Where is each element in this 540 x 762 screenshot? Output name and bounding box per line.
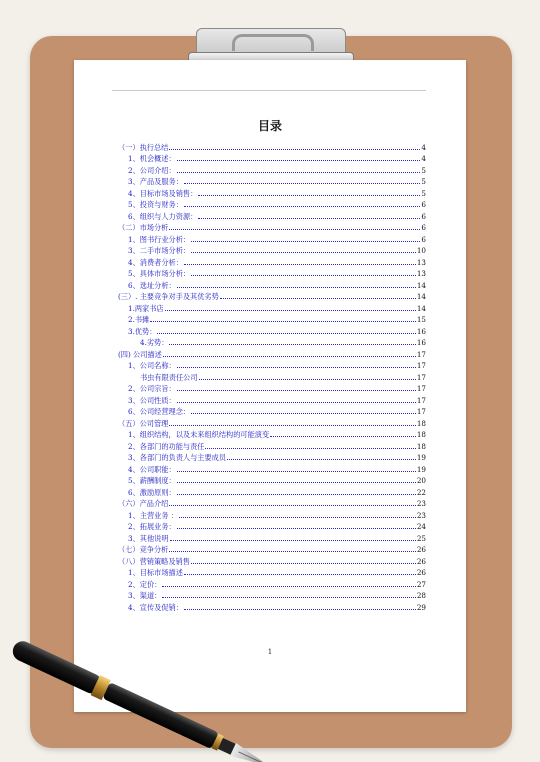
dot-leader (169, 505, 416, 506)
toc-entry-page: 6 (421, 200, 426, 209)
toc-entry-page: 19 (416, 464, 426, 474)
toc-entry-text: 3、公司性质： (128, 395, 176, 405)
toc-entry-page: 15 (416, 315, 426, 324)
toc-entry[interactable] (118, 290, 426, 302)
toc-entry-text: 5、薪酬制度： (128, 476, 176, 485)
toc-entry[interactable] (118, 439, 426, 451)
toc-entry[interactable] (118, 451, 426, 463)
toc-entry[interactable] (118, 474, 426, 486)
toc-entry[interactable] (118, 278, 426, 290)
toc-entry[interactable] (118, 382, 426, 394)
toc-entry[interactable] (118, 543, 426, 555)
toc-entry-page: 23 (416, 499, 426, 508)
toc-entry-text: (三）. 主要竞争对手及其优劣势 (118, 292, 219, 301)
dot-leader (177, 287, 416, 288)
dot-leader (177, 494, 416, 495)
toc-entry[interactable] (118, 140, 426, 152)
toc-title: 目录 (257, 119, 282, 133)
toc-entry-text: 2、各部门的功能与责任 (128, 441, 205, 451)
toc-entry-page: 18 (416, 441, 426, 451)
dot-leader (150, 321, 416, 322)
toc-entry-text: 2、公司宗旨： (128, 384, 176, 393)
toc-entry-text: 4、目标市场及销售： (128, 188, 198, 198)
toc-entry[interactable] (118, 370, 426, 382)
toc-entry[interactable] (118, 508, 426, 520)
toc-entry-text: 1、目标市场描述 (128, 568, 183, 577)
toc-entry-text: 3、各部门的负责人与主要成员 (128, 453, 227, 462)
toc-entry-page: 23 (416, 510, 426, 520)
toc-entry-text: 1、图书行业分析： (128, 234, 191, 244)
dot-leader (169, 149, 420, 150)
toc-entry[interactable] (118, 221, 426, 233)
toc-entry-page: 14 (416, 280, 426, 290)
toc-entry[interactable] (118, 554, 426, 566)
toc-entry-text: （二）市场分析 (118, 223, 169, 232)
dot-leader (177, 471, 416, 472)
toc-entry[interactable] (118, 462, 426, 474)
toc-entry-text: （六）产品介绍 (118, 499, 169, 508)
toc-entry-text: 6、组织与人力资源： (128, 211, 198, 221)
dot-leader (177, 160, 421, 161)
toc-entry[interactable] (118, 255, 426, 267)
toc-entry-page: 14 (416, 292, 426, 301)
toc-entry-text: 2.书摊 (128, 315, 150, 324)
dot-leader (177, 172, 421, 173)
toc-entry-page: 16 (416, 338, 426, 347)
table-of-contents (118, 140, 426, 612)
dot-leader (184, 264, 416, 265)
dot-leader (165, 310, 416, 311)
dot-leader (191, 241, 420, 242)
dot-leader (184, 206, 421, 207)
toc-entry-page: 17 (416, 372, 426, 382)
toc-entry[interactable] (118, 416, 426, 428)
toc-entry[interactable] (118, 209, 426, 221)
toc-entry-text: 3、其他说明 (128, 533, 169, 543)
toc-entry-page: 18 (416, 430, 426, 439)
toc-entry-page: 17 (416, 361, 426, 370)
dot-leader (157, 333, 415, 334)
dot-leader (227, 459, 416, 460)
page-number: 1 (267, 648, 273, 656)
toc-entry-page: 5 (421, 165, 426, 175)
toc-entry-text: 6、公司经营理念： (128, 407, 191, 416)
dot-leader (177, 402, 416, 403)
toc-entry-page: 26 (416, 545, 426, 554)
toc-entry-page: 22 (416, 487, 426, 497)
dot-leader (191, 563, 416, 564)
toc-entry-page: 4 (421, 142, 426, 152)
toc-entry-page: 25 (416, 533, 426, 543)
dot-leader (184, 609, 416, 610)
toc-entry-text: 1、公司名称： (128, 361, 176, 370)
dot-leader (205, 448, 415, 449)
toc-entry[interactable] (118, 152, 426, 164)
dot-leader (162, 586, 416, 587)
toc-entry-page: 19 (416, 453, 426, 462)
dot-leader (177, 482, 416, 483)
toc-entry[interactable] (118, 428, 426, 440)
toc-entry-text: 4.劣势： (140, 338, 169, 347)
dot-leader (169, 344, 415, 345)
fountain-pen-icon (0, 620, 300, 762)
toc-entry[interactable] (118, 566, 426, 578)
toc-entry[interactable] (118, 393, 426, 405)
toc-entry[interactable] (118, 267, 426, 279)
toc-entry-text: 5、具体市场分析： (128, 269, 191, 278)
dot-leader (177, 367, 416, 368)
toc-entry-page: 18 (416, 418, 426, 428)
dot-leader (162, 597, 416, 598)
dot-leader (198, 218, 420, 219)
clip-ring (232, 34, 314, 51)
toc-entry-page: 20 (416, 476, 426, 485)
toc-entry-page: 17 (416, 407, 426, 416)
toc-entry[interactable] (118, 405, 426, 417)
toc-entry-text: 2、拓展业务： (128, 522, 176, 531)
toc-entry[interactable] (118, 600, 426, 612)
dot-leader (191, 252, 416, 253)
toc-entry-page: 17 (416, 349, 426, 359)
dot-leader (179, 517, 416, 518)
toc-entry-text: 4、消费者分析： (128, 257, 183, 267)
dot-leader (220, 298, 416, 299)
toc-entry[interactable] (118, 336, 426, 348)
dot-leader (177, 390, 416, 391)
toc-entry-text: 6、激励原则： (128, 487, 176, 497)
toc-entry-page: 13 (416, 269, 426, 278)
toc-entry-text: 3.优势： (128, 326, 157, 336)
toc-entry-text: （一）执行总结 (118, 142, 169, 152)
toc-entry[interactable] (118, 324, 426, 336)
dot-leader (184, 183, 421, 184)
toc-entry[interactable] (118, 198, 426, 210)
toc-entry-text: 1、主营业务 ： (128, 510, 178, 520)
dot-leader (170, 540, 416, 541)
toc-entry-page: 5 (421, 188, 426, 198)
toc-entry-text: 1.两家书店 (128, 303, 164, 313)
toc-entry[interactable] (118, 577, 426, 589)
toc-entry[interactable] (118, 520, 426, 532)
toc-entry-text: （七）竞争分析 (118, 545, 169, 554)
dot-leader (177, 528, 416, 529)
toc-entry-text: 3、产品及服务： (128, 177, 183, 186)
toc-entry[interactable] (118, 244, 426, 256)
toc-entry[interactable] (118, 531, 426, 543)
toc-entry-text: 4、公司职能： (128, 464, 176, 474)
toc-entry[interactable] (118, 313, 426, 325)
toc-entry[interactable] (118, 186, 426, 198)
toc-entry-page: 26 (416, 556, 426, 566)
dot-leader (169, 551, 416, 552)
toc-entry-page: 17 (416, 384, 426, 393)
toc-entry-text: 书虫有限责任公司 (140, 372, 198, 382)
toc-entry-page: 16 (416, 326, 426, 336)
dot-leader (198, 195, 420, 196)
toc-entry[interactable] (118, 232, 426, 244)
dot-leader (184, 574, 416, 575)
toc-entry-page: 6 (421, 234, 426, 244)
dot-leader (191, 275, 416, 276)
toc-entry-page: 17 (416, 395, 426, 405)
toc-entry-text: （五）公司管理 (118, 418, 169, 428)
toc-entry-text: （八）营销策略及销售 (118, 556, 190, 566)
toc-entry-page: 4 (421, 154, 426, 163)
toc-entry-text: 1、组织结构，以及未来组织结构的可能演变 (128, 430, 270, 439)
toc-entry-text: 5、投资与财务： (128, 200, 183, 209)
toc-entry-page: 26 (416, 568, 426, 577)
dot-leader (191, 413, 416, 414)
toc-entry[interactable] (118, 485, 426, 497)
toc-entry[interactable] (118, 359, 426, 371)
toc-entry[interactable] (118, 497, 426, 509)
dot-leader (169, 229, 420, 230)
toc-entry-text: 3、渠道： (128, 591, 162, 600)
toc-entry-page: 6 (421, 211, 426, 221)
toc-entry-page: 13 (416, 257, 426, 267)
toc-entry-page: 29 (416, 602, 426, 612)
toc-entry-text: 4、宣传及促销： (128, 602, 183, 612)
toc-entry[interactable] (118, 301, 426, 313)
toc-entry-page: 5 (421, 177, 426, 186)
dot-leader (270, 436, 416, 437)
dot-leader (199, 379, 416, 380)
toc-entry-text: 3、二手市场分析： (128, 246, 191, 255)
toc-entry-page: 6 (421, 223, 426, 232)
toc-entry-text: (四) 公司描述 (118, 349, 162, 359)
toc-entry-page: 14 (416, 303, 426, 313)
toc-entry-page: 24 (416, 522, 426, 531)
toc-entry-page: 28 (416, 591, 426, 600)
toc-entry-text: 1、机会概述： (128, 154, 176, 163)
dot-leader (169, 425, 416, 426)
toc-entry-page: 10 (416, 246, 426, 255)
toc-entry[interactable] (118, 589, 426, 601)
toc-entry[interactable] (118, 175, 426, 187)
header-rule (112, 90, 426, 91)
toc-entry-text: 2、定价： (128, 579, 162, 589)
dot-leader (163, 356, 416, 357)
toc-entry[interactable] (118, 347, 426, 359)
toc-entry-text: 6、选址分析： (128, 280, 176, 290)
toc-entry[interactable] (118, 163, 426, 175)
toc-entry-text: 2、公司介绍： (128, 165, 176, 175)
toc-entry-page: 27 (416, 579, 426, 589)
